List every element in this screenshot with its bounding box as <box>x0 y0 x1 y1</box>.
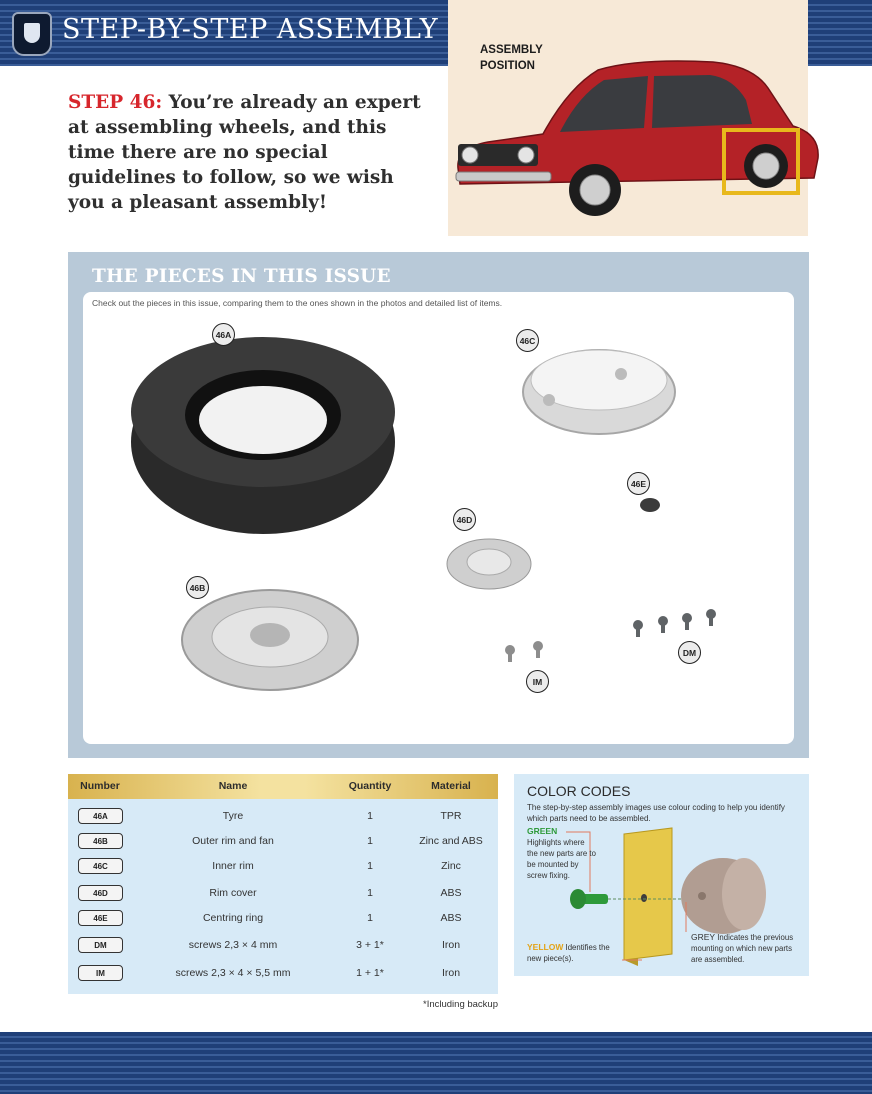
tag-46b: 46B <box>186 576 209 599</box>
dm-screws-image <box>633 609 716 637</box>
color-codes-intro: The step-by-step assembly images use colour coding to help you identify which parts need to be assembled. <box>527 803 785 823</box>
row-quantity: 1 <box>367 835 373 847</box>
grey-description: Indicates the previous mounting on which new parts are assembled. <box>691 933 794 964</box>
row-material: TPR <box>440 810 462 822</box>
pieces-card <box>83 292 794 744</box>
color-codes-panel <box>514 774 809 976</box>
shield-icon <box>24 23 40 43</box>
grey-key: GREY <box>691 932 716 942</box>
row-material: Iron <box>441 967 461 979</box>
green-key: GREEN <box>527 826 558 836</box>
row-quantity: 1 <box>367 912 373 924</box>
table-row <box>68 961 498 987</box>
table-row <box>68 933 498 959</box>
row-name: Inner rim <box>212 860 254 872</box>
row-quantity: 1 <box>367 860 373 872</box>
tag-46a: 46A <box>212 323 235 346</box>
table-row <box>68 854 498 880</box>
page-title: STEP-BY-STEP ASSEMBLY <box>62 14 439 45</box>
yellow-description: Identifies the new piece(s). <box>527 943 610 963</box>
brand-logo <box>12 12 52 56</box>
green-description: Highlights where the new parts are to be mounted by screw fixing. <box>527 838 596 880</box>
rim-cover-image <box>447 539 531 589</box>
outer-rim-image <box>182 590 358 690</box>
header-material: Material <box>431 780 471 792</box>
footer-band <box>0 1032 872 1094</box>
row-quantity: 1 <box>367 810 373 822</box>
row-name: screws 2,3 × 4 mm <box>188 939 278 951</box>
assembly-position-label: ASSEMBLY POSITION <box>480 44 543 72</box>
green-code <box>527 826 597 881</box>
centring-ring-image <box>640 498 660 512</box>
row-material: Zinc <box>441 860 461 872</box>
header-name: Name <box>218 780 248 792</box>
row-material: Iron <box>441 939 461 951</box>
row-material: Zinc and ABS <box>419 835 483 847</box>
table-footnote: *Including backup <box>423 999 498 1010</box>
table-row <box>68 829 498 855</box>
row-material: ABS <box>440 887 462 899</box>
row-quantity: 1 <box>367 887 373 899</box>
row-number: 46C <box>78 858 123 874</box>
tag-46c: 46C <box>516 329 539 352</box>
row-name: screws 2,3 × 4 × 5,5 mm <box>175 967 291 979</box>
row-quantity: 3 + 1* <box>356 939 384 951</box>
parts-table <box>68 774 498 994</box>
table-row <box>68 804 498 830</box>
table-row <box>68 881 498 907</box>
row-name: Centring ring <box>202 912 264 924</box>
row-number: 46B <box>78 833 123 849</box>
yellow-code <box>527 942 622 964</box>
row-material: ABS <box>440 912 462 924</box>
row-number: 46D <box>78 885 123 901</box>
step-instructions <box>68 90 428 215</box>
step-number: STEP 46: <box>68 92 163 113</box>
row-quantity: 1 + 1* <box>356 967 384 979</box>
table-row <box>68 906 498 932</box>
header-number: Number <box>80 780 120 792</box>
pieces-panel <box>68 252 809 758</box>
header-quantity: Quantity <box>348 780 392 792</box>
tag-dm: DM <box>678 641 701 664</box>
row-number: DM <box>78 937 123 953</box>
yellow-key: YELLOW <box>527 942 564 952</box>
inner-rim-image <box>523 350 675 434</box>
step-description: You’re already an expert at assembling wheels, and this time there are no special guidelines to follow, so we wish you a pleasant assembly! <box>68 92 421 213</box>
im-screws-image <box>505 641 543 662</box>
row-name: Outer rim and fan <box>192 835 274 847</box>
color-codes-title: COLOR CODES <box>527 783 631 799</box>
row-name: Rim cover <box>209 887 257 899</box>
tag-im: IM <box>526 670 549 693</box>
pieces-title: THE PIECES IN THIS ISSUE <box>92 266 391 287</box>
table-header <box>68 774 498 799</box>
car-illustration <box>448 48 828 228</box>
row-number: 46A <box>78 808 123 824</box>
tag-46e: 46E <box>627 472 650 495</box>
tyre-image <box>131 337 395 534</box>
pieces-subtitle: Check out the pieces in this issue, comparing them to the ones shown in the photos and detailed list of items. <box>92 298 503 308</box>
row-number: 46E <box>78 910 123 926</box>
tag-46d: 46D <box>453 508 476 531</box>
assembly-position-panel <box>448 0 808 236</box>
pieces-illustration <box>83 292 794 744</box>
grey-code <box>691 932 803 965</box>
row-name: Tyre <box>222 810 244 822</box>
row-number: IM <box>78 965 123 981</box>
